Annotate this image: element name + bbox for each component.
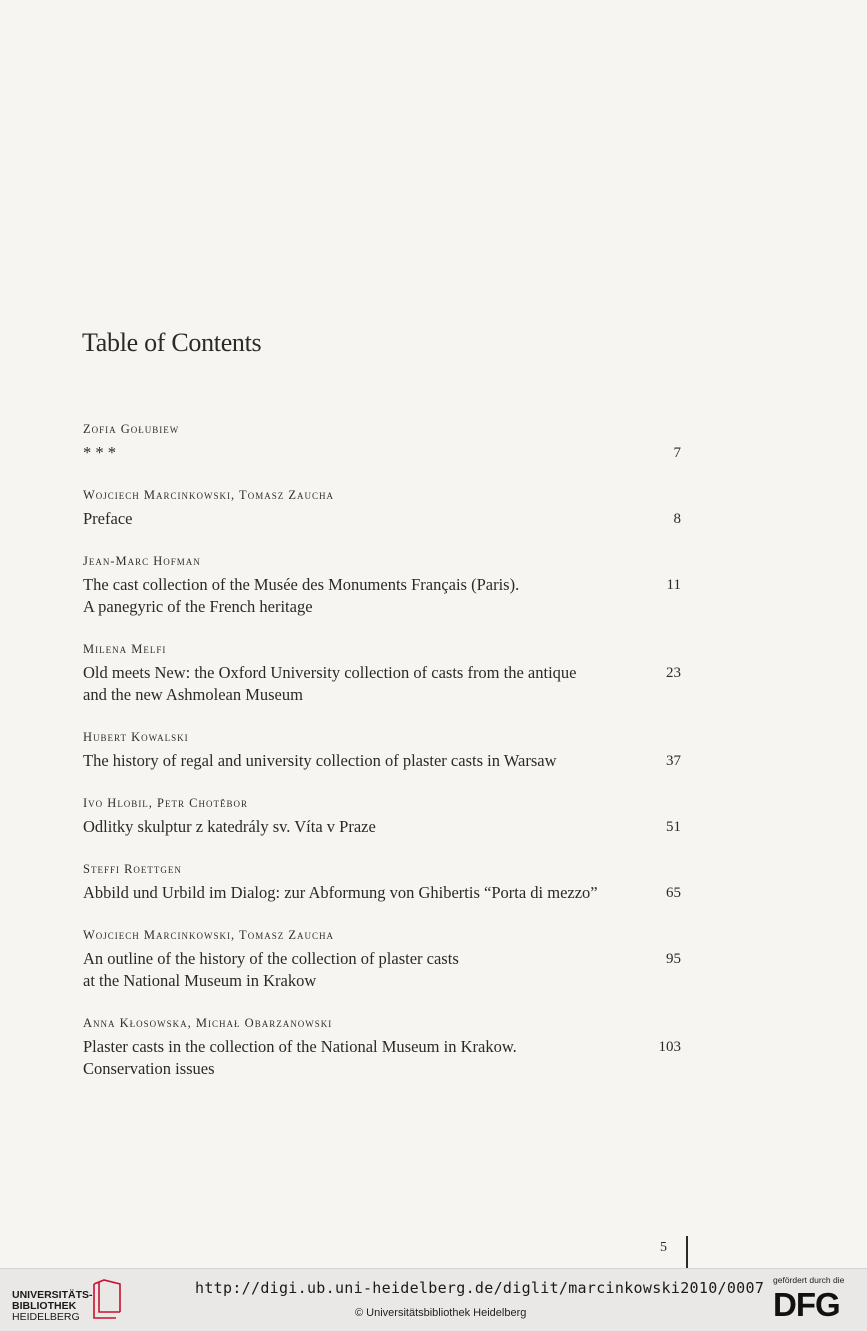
entry-author: Ivo Hlobil, Petr Chotěbor — [83, 796, 248, 810]
toc-entry[interactable] — [83, 420, 683, 464]
toc-entry[interactable] — [83, 1014, 683, 1080]
entry-title-line: The cast collection of the Musée des Monuments Français (Paris). — [83, 575, 520, 594]
library-logo[interactable] — [12, 1290, 93, 1323]
toc-list — [83, 420, 683, 1080]
entry-page-number: 65 — [666, 885, 681, 901]
entry-title — [83, 882, 683, 904]
entry-title-line: Conservation issues — [83, 1059, 215, 1078]
entry-title-line: Abbild und Urbild im Dialog: zur Abformung von Ghibertis “Porta di mezzo” — [83, 883, 598, 902]
entry-author: Jean-Marc Hofman — [83, 554, 201, 568]
entry-title-line: Plaster casts in the collection of the National Museum in Krakow. — [83, 1037, 517, 1056]
toc-entry[interactable] — [83, 926, 683, 992]
entry-author: Milena Melfi — [83, 642, 167, 656]
toc-entry[interactable] — [83, 728, 683, 772]
entry-title — [83, 662, 683, 706]
library-name-line1: UNIVERSITÄTS- — [12, 1289, 93, 1301]
copyright-notice: © Universitätsbibliothek Heidelberg — [355, 1307, 527, 1319]
entry-title-line: and the new Ashmolean Museum — [83, 685, 303, 704]
entry-page-number: 8 — [673, 511, 681, 527]
permalink-url[interactable]: http://digi.ub.uni-heidelberg.de/diglit/marcinkowski2010/0007 — [195, 1279, 765, 1297]
viewer-footer-bar — [0, 1268, 867, 1331]
entry-title — [83, 1036, 683, 1080]
dfg-logo[interactable]: DFG — [773, 1286, 840, 1323]
entry-title — [83, 442, 683, 464]
entry-author: Wojciech Marcinkowski, Tomasz Zaucha — [83, 488, 334, 502]
entry-title-line: Old meets New: the Oxford University collection of casts from the antique — [83, 663, 577, 682]
entry-title-line: Odlitky skulptur z katedrály sv. Víta v Praze — [83, 817, 376, 836]
entry-page-number: 11 — [666, 577, 681, 593]
entry-author: Wojciech Marcinkowski, Tomasz Zaucha — [83, 928, 334, 942]
library-name-line2: BIBLIOTHEK — [12, 1300, 77, 1312]
entry-title-line: A panegyric of the French heritage — [83, 597, 313, 616]
entry-author: Hubert Kowalski — [83, 730, 189, 744]
entry-title — [83, 750, 683, 772]
entry-title — [83, 816, 683, 838]
page-number: 5 — [660, 1240, 667, 1255]
library-name-line3: HEIDELBERG — [12, 1311, 80, 1323]
page-title: Table of Contents — [82, 328, 262, 357]
entry-title-line: Preface — [83, 509, 133, 528]
entry-title — [83, 574, 683, 618]
entry-title-line: The history of regal and university collection of plaster casts in Warsaw — [83, 751, 557, 770]
toc-entry[interactable] — [83, 860, 683, 904]
funding-label: gefördert durch die — [773, 1275, 845, 1285]
entry-page-number: 51 — [666, 819, 681, 835]
entry-title-line: * * * — [83, 443, 116, 462]
entry-page-number: 95 — [666, 951, 681, 967]
entry-page-number: 103 — [658, 1039, 681, 1055]
entry-title-line: at the National Museum in Krakow — [83, 971, 317, 990]
entry-author: Steffi Roettgen — [83, 862, 182, 876]
entry-title — [83, 948, 683, 992]
toc-entry[interactable] — [83, 486, 683, 530]
toc-entry[interactable] — [83, 640, 683, 706]
entry-author: Zofia Gołubiew — [83, 422, 180, 436]
folio-rule — [686, 1236, 688, 1268]
entry-title — [83, 508, 683, 530]
entry-title-line: An outline of the history of the collection of plaster casts — [83, 949, 459, 968]
entry-page-number: 37 — [666, 753, 681, 769]
entry-page-number: 7 — [673, 445, 681, 461]
toc-entry[interactable] — [83, 794, 683, 838]
library-mark-icon — [86, 1278, 122, 1322]
entry-page-number: 23 — [666, 665, 681, 681]
entry-author: Anna Kłosowska, Michał Obarzanowski — [83, 1016, 333, 1030]
toc-entry[interactable] — [83, 552, 683, 618]
